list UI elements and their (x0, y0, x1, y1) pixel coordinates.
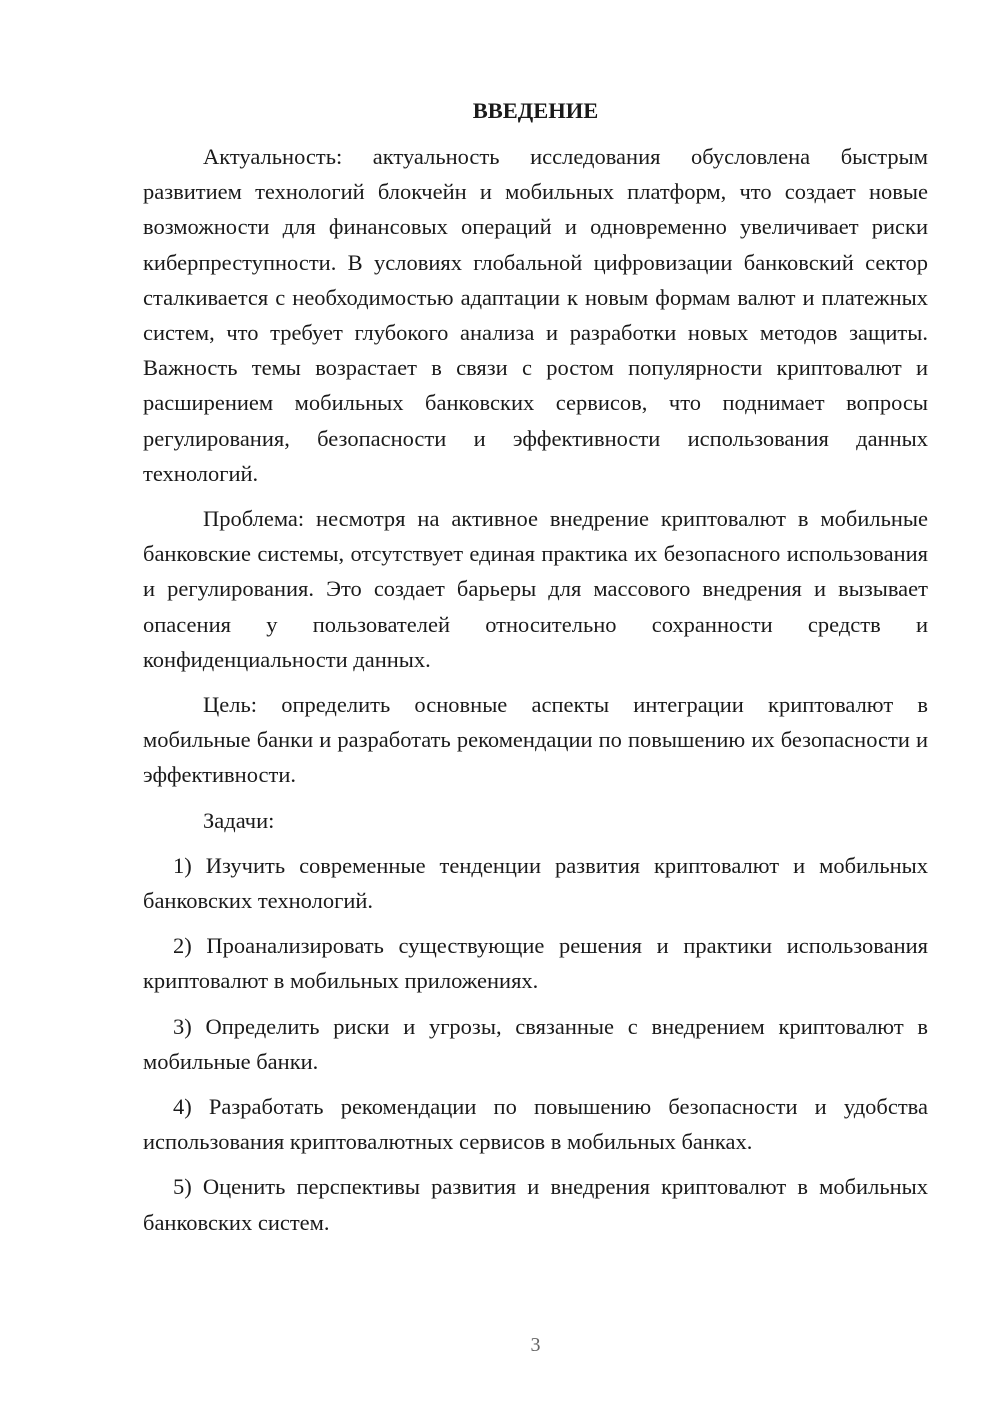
paragraph-problem: Проблема: несмотря на активное внедрение криптовалют в мобильные банковские системы, отсутствует единая практика их безопасного использования и регулирования. Это создает барьеры для массового внедрения и вызывает опасения у пользователей относительно сохранности средств и конфиденциальности данных. (143, 506, 928, 672)
paragraph-relevance: Актуальность: актуальность исследования обусловлена быстрым развитием технологий блокчейн и мобильных платформ, что создает новые возможности для финансовых операций и одновременно увеличивает риски киберпреступности. В условиях глобальной цифровизации банковский сектор сталкивается с необходимостью адаптации к новым формам валют и платежных систем, что требует глубокого анализа и разработки новых методов защиты. Важность темы возрастает в связи с ростом популярности криптовалют и расширением мобильных банковских сервисов, что поднимает вопросы регулирования, безопасности и эффективности использования данных технологий. (143, 144, 928, 486)
task-item-4: 4) Разработать рекомендации по повышению безопасности и удобства использования криптовалютных сервисов в мобильных банках. (143, 1094, 928, 1155)
paragraph-goal: Цель: определить основные аспекты интеграции криптовалют в мобильные банки и разработать рекомендации по повышению их безопасности и эффективности. (143, 692, 928, 788)
section-title: ВВЕДЕНИЕ (472, 98, 599, 123)
tasks-label: Задачи: (203, 807, 275, 833)
task-item-3: 3) Определить риски и угрозы, связанные с внедрением криптовалют в мобильные банки. (143, 1013, 928, 1074)
document-page (143, 95, 928, 1250)
task-item-5: 5) Оценить перспективы развития и внедрения криптовалют в мобильных банковских систем. (143, 1174, 928, 1235)
task-item-2: 2) Проанализировать существующие решения и практики использования криптовалют в мобильных приложениях. (143, 933, 928, 994)
page-number: 3 (530, 1334, 541, 1356)
task-item-1: 1) Изучить современные тенденции развития криптовалют и мобильных банковских технологий. (143, 852, 928, 914)
